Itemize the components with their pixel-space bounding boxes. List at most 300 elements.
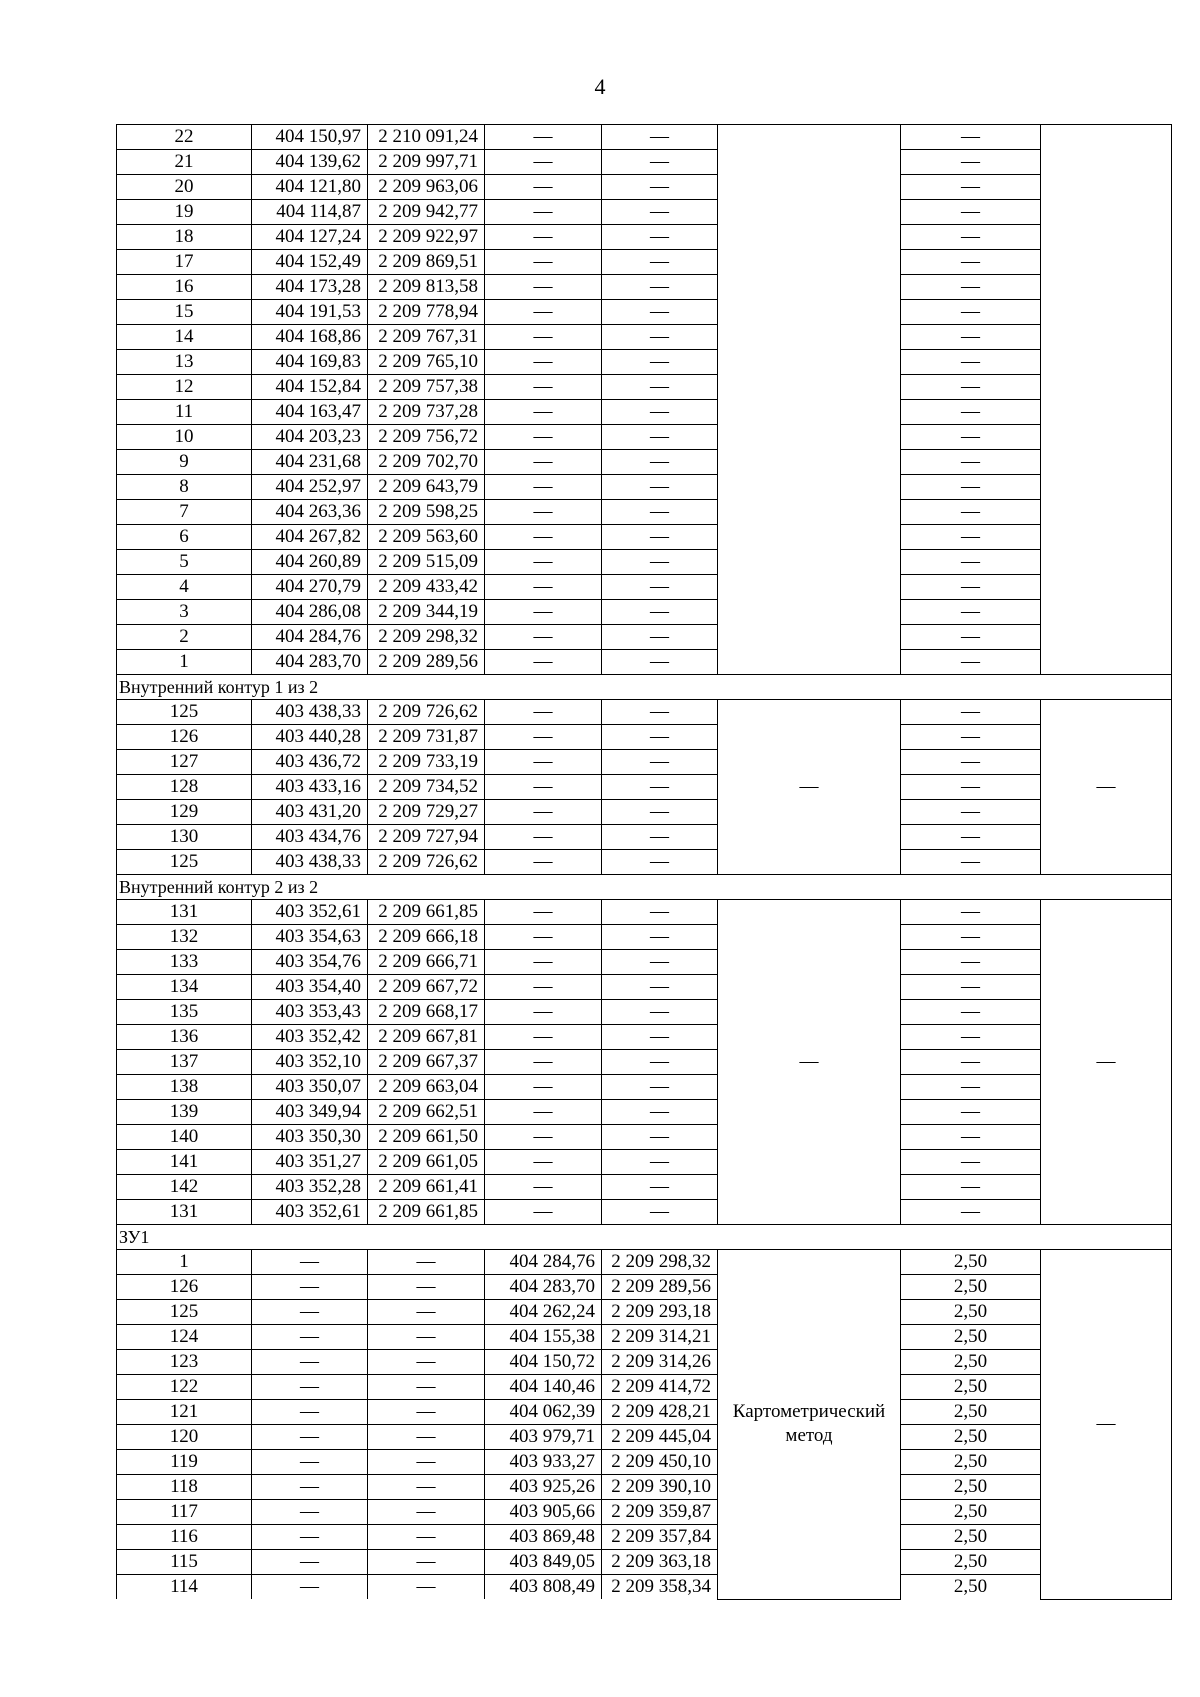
accuracy: — bbox=[901, 275, 1041, 300]
table-body bbox=[117, 125, 1172, 1600]
new-y: — bbox=[602, 400, 718, 425]
point-number: 114 bbox=[117, 1575, 252, 1600]
existing-y: 2 209 598,25 bbox=[368, 500, 485, 525]
accuracy: — bbox=[901, 725, 1041, 750]
point-number: 126 bbox=[117, 1275, 252, 1300]
new-x: — bbox=[485, 775, 602, 800]
new-y: 2 209 314,26 bbox=[602, 1350, 718, 1375]
existing-y: 2 209 661,05 bbox=[368, 1150, 485, 1175]
new-y: 2 209 358,34 bbox=[602, 1575, 718, 1600]
section-header-row bbox=[117, 875, 1172, 900]
table-row bbox=[117, 800, 1172, 825]
note-cell bbox=[1041, 125, 1172, 675]
existing-x: 404 284,76 bbox=[252, 625, 368, 650]
new-y: — bbox=[602, 350, 718, 375]
existing-y: — bbox=[368, 1375, 485, 1400]
accuracy: — bbox=[901, 550, 1041, 575]
new-y: 2 209 428,21 bbox=[602, 1400, 718, 1425]
point-number: 141 bbox=[117, 1150, 252, 1175]
table-row bbox=[117, 775, 1172, 800]
new-x: 403 933,27 bbox=[485, 1450, 602, 1475]
existing-y: 2 209 813,58 bbox=[368, 275, 485, 300]
existing-x: 403 350,30 bbox=[252, 1125, 368, 1150]
new-y: — bbox=[602, 950, 718, 975]
new-y: — bbox=[602, 275, 718, 300]
accuracy: — bbox=[901, 200, 1041, 225]
new-x: — bbox=[485, 750, 602, 775]
new-x: — bbox=[485, 1150, 602, 1175]
table-row bbox=[117, 1375, 1172, 1400]
existing-y: 2 209 667,37 bbox=[368, 1050, 485, 1075]
point-number: 3 bbox=[117, 600, 252, 625]
existing-x: 403 354,76 bbox=[252, 950, 368, 975]
existing-x: 403 352,61 bbox=[252, 1200, 368, 1225]
point-number: 13 bbox=[117, 350, 252, 375]
existing-y: 2 209 778,94 bbox=[368, 300, 485, 325]
table-row bbox=[117, 1250, 1172, 1275]
existing-y: 2 209 344,19 bbox=[368, 600, 485, 625]
new-y: — bbox=[602, 975, 718, 1000]
accuracy: — bbox=[901, 825, 1041, 850]
existing-y: 2 210 091,24 bbox=[368, 125, 485, 150]
existing-x: — bbox=[252, 1575, 368, 1600]
accuracy: — bbox=[901, 950, 1041, 975]
accuracy: 2,50 bbox=[901, 1575, 1041, 1600]
point-number: 1 bbox=[117, 650, 252, 675]
new-x: — bbox=[485, 625, 602, 650]
table-row bbox=[117, 1025, 1172, 1050]
existing-y: 2 209 726,62 bbox=[368, 850, 485, 875]
point-number: 14 bbox=[117, 325, 252, 350]
existing-x: 404 203,23 bbox=[252, 425, 368, 450]
table-row bbox=[117, 975, 1172, 1000]
existing-x: 404 163,47 bbox=[252, 400, 368, 425]
new-y: 2 209 314,21 bbox=[602, 1325, 718, 1350]
table-row bbox=[117, 525, 1172, 550]
table-row bbox=[117, 750, 1172, 775]
new-y: — bbox=[602, 325, 718, 350]
table-row bbox=[117, 1050, 1172, 1075]
point-number: 19 bbox=[117, 200, 252, 225]
table-row bbox=[117, 150, 1172, 175]
new-x: — bbox=[485, 125, 602, 150]
accuracy: 2,50 bbox=[901, 1350, 1041, 1375]
existing-y: 2 209 668,17 bbox=[368, 1000, 485, 1025]
point-number: 8 bbox=[117, 475, 252, 500]
new-x: — bbox=[485, 1125, 602, 1150]
accuracy: — bbox=[901, 1200, 1041, 1225]
accuracy: 2,50 bbox=[901, 1325, 1041, 1350]
existing-x: 404 286,08 bbox=[252, 600, 368, 625]
existing-y: — bbox=[368, 1575, 485, 1600]
new-x: — bbox=[485, 1200, 602, 1225]
accuracy: — bbox=[901, 625, 1041, 650]
accuracy: — bbox=[901, 575, 1041, 600]
table-row bbox=[117, 1450, 1172, 1475]
accuracy: — bbox=[901, 300, 1041, 325]
new-x: — bbox=[485, 850, 602, 875]
existing-y: 2 209 515,09 bbox=[368, 550, 485, 575]
point-number: 127 bbox=[117, 750, 252, 775]
existing-x: 403 434,76 bbox=[252, 825, 368, 850]
new-x: 403 869,48 bbox=[485, 1525, 602, 1550]
existing-y: — bbox=[368, 1300, 485, 1325]
table-row bbox=[117, 575, 1172, 600]
point-number: 5 bbox=[117, 550, 252, 575]
new-y: — bbox=[602, 1175, 718, 1200]
point-number: 125 bbox=[117, 850, 252, 875]
existing-y: 2 209 661,41 bbox=[368, 1175, 485, 1200]
new-x: 404 262,24 bbox=[485, 1300, 602, 1325]
existing-x: 404 152,49 bbox=[252, 250, 368, 275]
new-x: 404 140,46 bbox=[485, 1375, 602, 1400]
existing-x: 404 270,79 bbox=[252, 575, 368, 600]
table-row bbox=[117, 700, 1172, 725]
point-number: 137 bbox=[117, 1050, 252, 1075]
existing-x: 403 352,10 bbox=[252, 1050, 368, 1075]
existing-y: 2 209 942,77 bbox=[368, 200, 485, 225]
existing-y: — bbox=[368, 1475, 485, 1500]
new-x: — bbox=[485, 175, 602, 200]
new-y: — bbox=[602, 225, 718, 250]
point-number: 2 bbox=[117, 625, 252, 650]
existing-x: 404 150,97 bbox=[252, 125, 368, 150]
new-x: 403 925,26 bbox=[485, 1475, 602, 1500]
existing-x: 404 260,89 bbox=[252, 550, 368, 575]
table-row bbox=[117, 325, 1172, 350]
table-row bbox=[117, 1275, 1172, 1300]
new-x: — bbox=[485, 500, 602, 525]
table-row bbox=[117, 900, 1172, 925]
point-number: 21 bbox=[117, 150, 252, 175]
new-y: — bbox=[602, 525, 718, 550]
point-number: 126 bbox=[117, 725, 252, 750]
new-y: — bbox=[602, 925, 718, 950]
accuracy: — bbox=[901, 775, 1041, 800]
point-number: 131 bbox=[117, 1200, 252, 1225]
new-x: — bbox=[485, 975, 602, 1000]
point-number: 16 bbox=[117, 275, 252, 300]
point-number: 121 bbox=[117, 1400, 252, 1425]
existing-y: — bbox=[368, 1275, 485, 1300]
new-x: — bbox=[485, 250, 602, 275]
existing-y: 2 209 661,85 bbox=[368, 900, 485, 925]
existing-y: 2 209 737,28 bbox=[368, 400, 485, 425]
accuracy: — bbox=[901, 1025, 1041, 1050]
point-number: 139 bbox=[117, 1100, 252, 1125]
new-y: — bbox=[602, 250, 718, 275]
point-number: 134 bbox=[117, 975, 252, 1000]
accuracy: — bbox=[901, 1050, 1041, 1075]
accuracy: 2,50 bbox=[901, 1525, 1041, 1550]
existing-y: 2 209 666,18 bbox=[368, 925, 485, 950]
point-number: 20 bbox=[117, 175, 252, 200]
existing-x: — bbox=[252, 1500, 368, 1525]
table-row bbox=[117, 250, 1172, 275]
new-x: 404 150,72 bbox=[485, 1350, 602, 1375]
accuracy: — bbox=[901, 1150, 1041, 1175]
accuracy: 2,50 bbox=[901, 1475, 1041, 1500]
existing-x: 403 438,33 bbox=[252, 700, 368, 725]
existing-y: 2 209 667,81 bbox=[368, 1025, 485, 1050]
existing-y: 2 209 563,60 bbox=[368, 525, 485, 550]
table-row bbox=[117, 275, 1172, 300]
new-x: — bbox=[485, 400, 602, 425]
new-x: — bbox=[485, 1000, 602, 1025]
existing-y: — bbox=[368, 1250, 485, 1275]
point-number: 128 bbox=[117, 775, 252, 800]
point-number: 122 bbox=[117, 1375, 252, 1400]
existing-y: 2 209 433,42 bbox=[368, 575, 485, 600]
point-number: 115 bbox=[117, 1550, 252, 1575]
existing-x: — bbox=[252, 1400, 368, 1425]
table-row bbox=[117, 1350, 1172, 1375]
table-row bbox=[117, 475, 1172, 500]
point-number: 118 bbox=[117, 1475, 252, 1500]
existing-y: — bbox=[368, 1325, 485, 1350]
method-cell: — bbox=[718, 700, 901, 875]
table-row bbox=[117, 1175, 1172, 1200]
accuracy: — bbox=[901, 1175, 1041, 1200]
table-row bbox=[117, 1200, 1172, 1225]
existing-x: 404 283,70 bbox=[252, 650, 368, 675]
point-number: 130 bbox=[117, 825, 252, 850]
point-number: 18 bbox=[117, 225, 252, 250]
note-cell: — bbox=[1041, 900, 1172, 1225]
new-y: — bbox=[602, 600, 718, 625]
table-row bbox=[117, 1575, 1172, 1600]
new-y: — bbox=[602, 200, 718, 225]
existing-y: 2 209 756,72 bbox=[368, 425, 485, 450]
existing-x: 403 351,27 bbox=[252, 1150, 368, 1175]
accuracy: — bbox=[901, 525, 1041, 550]
existing-x: 403 352,61 bbox=[252, 900, 368, 925]
section-label: Внутренний контур 1 из 2 bbox=[117, 675, 1172, 700]
existing-x: 404 114,87 bbox=[252, 200, 368, 225]
table-row bbox=[117, 1425, 1172, 1450]
new-y: — bbox=[602, 1025, 718, 1050]
existing-x: 403 349,94 bbox=[252, 1100, 368, 1125]
existing-x: 403 352,42 bbox=[252, 1025, 368, 1050]
method-cell: — bbox=[718, 900, 901, 1225]
existing-x: 403 431,20 bbox=[252, 800, 368, 825]
point-number: 116 bbox=[117, 1525, 252, 1550]
existing-y: — bbox=[368, 1550, 485, 1575]
existing-y: 2 209 869,51 bbox=[368, 250, 485, 275]
existing-x: 403 436,72 bbox=[252, 750, 368, 775]
table-row bbox=[117, 125, 1172, 150]
existing-x: — bbox=[252, 1275, 368, 1300]
existing-x: 404 169,83 bbox=[252, 350, 368, 375]
point-number: 17 bbox=[117, 250, 252, 275]
point-number: 117 bbox=[117, 1500, 252, 1525]
accuracy: — bbox=[901, 925, 1041, 950]
new-y: — bbox=[602, 800, 718, 825]
accuracy: — bbox=[901, 1125, 1041, 1150]
table-row bbox=[117, 1325, 1172, 1350]
new-x: — bbox=[485, 1175, 602, 1200]
accuracy: — bbox=[901, 800, 1041, 825]
table-row bbox=[117, 1525, 1172, 1550]
existing-x: — bbox=[252, 1325, 368, 1350]
point-number: 136 bbox=[117, 1025, 252, 1050]
accuracy: — bbox=[901, 125, 1041, 150]
new-x: 404 284,76 bbox=[485, 1250, 602, 1275]
table-row bbox=[117, 950, 1172, 975]
table-row bbox=[117, 725, 1172, 750]
accuracy: — bbox=[901, 700, 1041, 725]
existing-y: — bbox=[368, 1450, 485, 1475]
existing-y: 2 209 663,04 bbox=[368, 1075, 485, 1100]
accuracy: 2,50 bbox=[901, 1500, 1041, 1525]
section-header-row bbox=[117, 1225, 1172, 1250]
existing-y: 2 209 667,72 bbox=[368, 975, 485, 1000]
table-row bbox=[117, 1075, 1172, 1100]
table-row bbox=[117, 400, 1172, 425]
table-row bbox=[117, 625, 1172, 650]
new-y: — bbox=[602, 625, 718, 650]
new-x: — bbox=[485, 425, 602, 450]
new-x: — bbox=[485, 575, 602, 600]
point-number: 138 bbox=[117, 1075, 252, 1100]
accuracy: 2,50 bbox=[901, 1250, 1041, 1275]
new-y: — bbox=[602, 300, 718, 325]
new-x: — bbox=[485, 900, 602, 925]
new-x: 404 283,70 bbox=[485, 1275, 602, 1300]
accuracy: 2,50 bbox=[901, 1450, 1041, 1475]
existing-x: — bbox=[252, 1350, 368, 1375]
new-x: — bbox=[485, 1050, 602, 1075]
new-y: 2 209 359,87 bbox=[602, 1500, 718, 1525]
note-cell: — bbox=[1041, 700, 1172, 875]
point-number: 22 bbox=[117, 125, 252, 150]
accuracy: — bbox=[901, 1000, 1041, 1025]
table-row bbox=[117, 1500, 1172, 1525]
existing-y: 2 209 298,32 bbox=[368, 625, 485, 650]
existing-x: 404 267,82 bbox=[252, 525, 368, 550]
new-y: — bbox=[602, 175, 718, 200]
table-row bbox=[117, 375, 1172, 400]
table-row bbox=[117, 550, 1172, 575]
existing-x: — bbox=[252, 1375, 368, 1400]
accuracy: — bbox=[901, 225, 1041, 250]
new-y: — bbox=[602, 425, 718, 450]
accuracy: 2,50 bbox=[901, 1275, 1041, 1300]
existing-x: 403 440,28 bbox=[252, 725, 368, 750]
table-row bbox=[117, 925, 1172, 950]
new-x: — bbox=[485, 275, 602, 300]
table-row bbox=[117, 1550, 1172, 1575]
new-x: 403 808,49 bbox=[485, 1575, 602, 1600]
existing-x: — bbox=[252, 1300, 368, 1325]
existing-y: 2 209 661,85 bbox=[368, 1200, 485, 1225]
new-y: — bbox=[602, 1075, 718, 1100]
existing-y: 2 209 757,38 bbox=[368, 375, 485, 400]
new-y: — bbox=[602, 500, 718, 525]
table-row bbox=[117, 1400, 1172, 1425]
existing-x: 403 433,16 bbox=[252, 775, 368, 800]
coordinates-table bbox=[116, 124, 1172, 1600]
existing-y: 2 209 726,62 bbox=[368, 700, 485, 725]
table-row bbox=[117, 1150, 1172, 1175]
point-number: 124 bbox=[117, 1325, 252, 1350]
new-x: — bbox=[485, 1025, 602, 1050]
existing-y: 2 209 662,51 bbox=[368, 1100, 485, 1125]
existing-y: 2 209 733,19 bbox=[368, 750, 485, 775]
point-number: 133 bbox=[117, 950, 252, 975]
new-x: — bbox=[485, 375, 602, 400]
existing-y: — bbox=[368, 1525, 485, 1550]
new-y: — bbox=[602, 150, 718, 175]
new-y: — bbox=[602, 550, 718, 575]
section-header-row bbox=[117, 675, 1172, 700]
new-y: — bbox=[602, 650, 718, 675]
accuracy: — bbox=[901, 1100, 1041, 1125]
table-row bbox=[117, 450, 1172, 475]
table-row bbox=[117, 350, 1172, 375]
point-number: 11 bbox=[117, 400, 252, 425]
new-x: 404 155,38 bbox=[485, 1325, 602, 1350]
point-number: 10 bbox=[117, 425, 252, 450]
point-number: 15 bbox=[117, 300, 252, 325]
new-x: — bbox=[485, 550, 602, 575]
existing-y: — bbox=[368, 1500, 485, 1525]
existing-y: 2 209 289,56 bbox=[368, 650, 485, 675]
new-x: — bbox=[485, 1100, 602, 1125]
point-number: 7 bbox=[117, 500, 252, 525]
existing-y: 2 209 661,50 bbox=[368, 1125, 485, 1150]
table-row bbox=[117, 300, 1172, 325]
existing-x: 404 173,28 bbox=[252, 275, 368, 300]
new-y: 2 209 390,10 bbox=[602, 1475, 718, 1500]
new-x: — bbox=[485, 300, 602, 325]
point-number: 125 bbox=[117, 700, 252, 725]
new-y: — bbox=[602, 1000, 718, 1025]
new-x: — bbox=[485, 525, 602, 550]
new-y: 2 209 363,18 bbox=[602, 1550, 718, 1575]
point-number: 6 bbox=[117, 525, 252, 550]
new-x: 403 849,05 bbox=[485, 1550, 602, 1575]
accuracy: — bbox=[901, 450, 1041, 475]
existing-y: 2 209 997,71 bbox=[368, 150, 485, 175]
table-row bbox=[117, 225, 1172, 250]
new-y: — bbox=[602, 1050, 718, 1075]
existing-y: 2 209 734,52 bbox=[368, 775, 485, 800]
existing-x: 403 354,40 bbox=[252, 975, 368, 1000]
accuracy: 2,50 bbox=[901, 1425, 1041, 1450]
accuracy: — bbox=[901, 850, 1041, 875]
accuracy: — bbox=[901, 375, 1041, 400]
existing-x: — bbox=[252, 1525, 368, 1550]
existing-y: 2 209 729,27 bbox=[368, 800, 485, 825]
accuracy: — bbox=[901, 250, 1041, 275]
table-row bbox=[117, 1475, 1172, 1500]
existing-y: 2 209 922,97 bbox=[368, 225, 485, 250]
existing-x: 403 350,07 bbox=[252, 1075, 368, 1100]
existing-y: 2 209 643,79 bbox=[368, 475, 485, 500]
new-y: — bbox=[602, 575, 718, 600]
point-number: 12 bbox=[117, 375, 252, 400]
new-x: 403 979,71 bbox=[485, 1425, 602, 1450]
point-number: 4 bbox=[117, 575, 252, 600]
point-number: 131 bbox=[117, 900, 252, 925]
existing-x: — bbox=[252, 1550, 368, 1575]
table-row bbox=[117, 600, 1172, 625]
new-x: — bbox=[485, 200, 602, 225]
existing-x: 404 231,68 bbox=[252, 450, 368, 475]
existing-x: — bbox=[252, 1250, 368, 1275]
new-x: — bbox=[485, 350, 602, 375]
